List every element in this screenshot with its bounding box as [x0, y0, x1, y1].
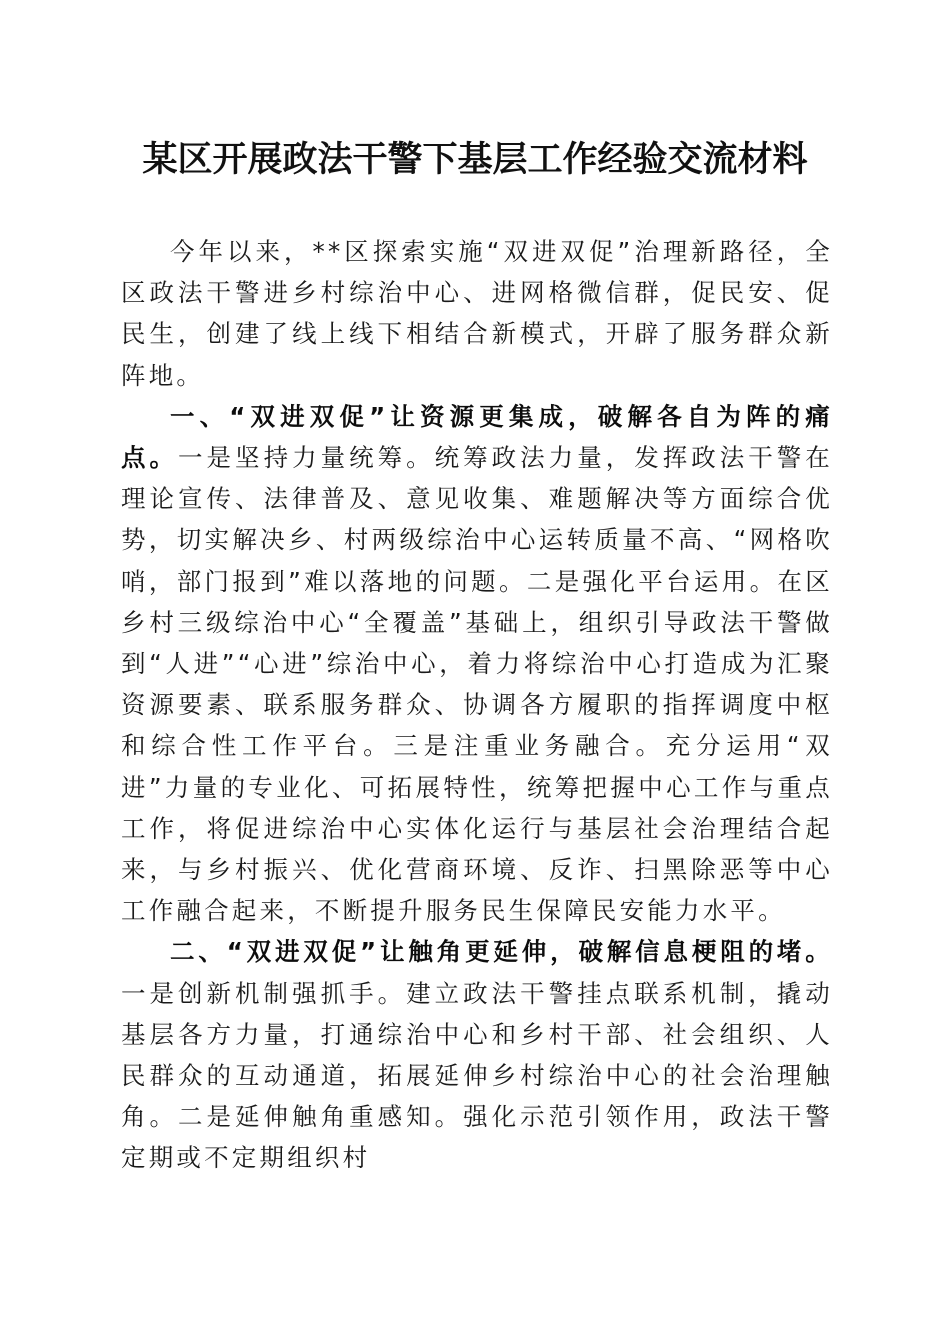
section-one-text: 一是坚持力量统筹。统筹政法力量，发挥政法干警在理论宣传、法律普及、意见收集、难题解决等方面综合优势，切实解决乡、村两级综治中心运转质量不高、“网格吹哨，部门报到”难以落地的问题。二是强化平台运用。在区乡村三级综治中心“全覆盖”基础上，组织引导政法干警做到“人进”“心进”综治中心，着力将综治中心打造成为汇聚资源要素、联系服务群众、协调各方履职的指挥调度中枢和综合性工作平台。三是注重业务融合。充分运用“双进”力量的专业化、可拓展特性，统筹把握中心工作与重点工作，将促进综治中心实体化运行与基层社会治理结合起来，与乡村振兴、优化营商环境、反诈、扫黑除恶等中心工作融合起来，不断提升服务民生保障民安能力水平。 — [121, 443, 833, 926]
section-two-text: 一是创新机制强抓手。建立政法干警挂点联系机制，撬动基层各方力量，打通综治中心和乡村干部、社会组织、人民群众的互动通道，拓展延伸乡村综治中心的社会治理触角。二是延伸触角重感知。强化示范引领作用，政法干警定期或不定期组织村 — [121, 978, 833, 1173]
document-body — [121, 231, 833, 1179]
section-two-heading: 二、“双进双促”让触角更延伸，破解信息梗阻的堵。 — [170, 937, 833, 967]
section-two-paragraph — [121, 931, 833, 1178]
intro-paragraph — [121, 231, 833, 396]
intro-text: 今年以来，**区探索实施“双进双促”治理新路径，全区政法干警进乡村综治中心、进网格微信群，促民安、促民生，创建了线上线下相结合新模式，开辟了服务群众新阵地。 — [121, 237, 833, 390]
section-one-paragraph — [121, 396, 833, 932]
document-title: 某区开展政法干警下基层工作经验交流材料 — [142, 139, 808, 180]
section-one-heading: 一、“双进双促”让资源更集成，破解各自为阵的痛点。 — [121, 401, 833, 473]
